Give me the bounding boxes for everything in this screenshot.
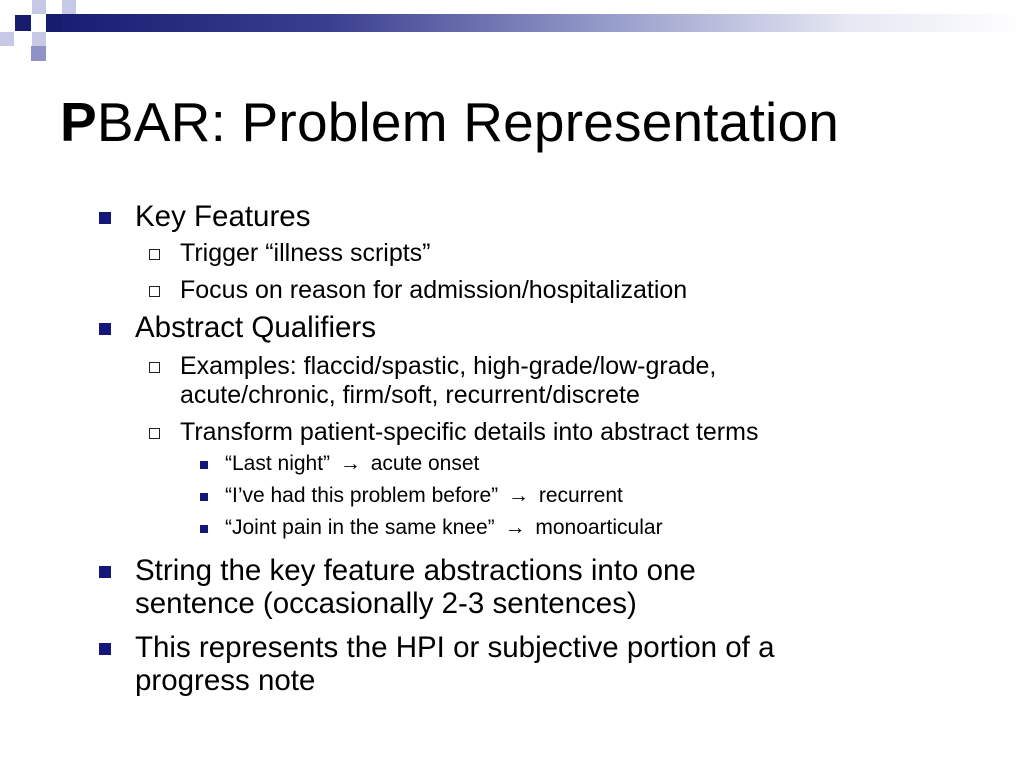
title-rest: BAR: Problem Representation [96,91,840,153]
small-square-bullet-icon [200,493,208,501]
square-bullet-icon [99,643,111,655]
bullet-text: Key Features [135,200,311,233]
small-square-bullet-icon [200,525,208,533]
title-first-letter: P [60,91,97,153]
example-quote: “Last night” [225,452,331,475]
example-joint-pain [0,514,1024,542]
square-bullet-icon [99,323,111,335]
bullet-text: This represents the HPI or subjective portion of a [135,631,775,664]
bullet-hpi [0,631,1024,697]
bullet-string-features [0,554,1024,620]
sub-bullet-trigger [0,239,1024,268]
hollow-square-bullet-icon [149,362,160,373]
square-bullet-icon [99,212,111,224]
header-gradient-bar [62,14,1024,32]
header-decoration [0,0,1024,62]
example-quote: “Joint pain in the same knee” [225,516,495,539]
arrow-right-icon: → [339,452,361,475]
arrow-right-icon: → [507,484,529,507]
sub-bullet-transform [0,418,1024,447]
bullet-text: Focus on reason for admission/hospitalization [180,276,688,304]
hollow-square-bullet-icon [149,428,160,439]
square-bullet-icon [99,566,111,578]
example-had-before [0,482,1024,510]
bullet-text: Abstract Qualifiers [135,311,376,344]
sub-bullet-focus [0,276,1024,305]
bullet-text: acute/chronic, firm/soft, recurrent/discrete [180,381,640,409]
bullet-abstract-qualifiers [0,311,1024,344]
decor-square [32,0,46,14]
decor-square [62,0,76,14]
bullet-list [0,196,1024,697]
decor-square [31,46,46,61]
hollow-square-bullet-icon [149,286,160,297]
slide-title [60,92,839,153]
example-quote: “I’ve had this problem before” [225,484,499,507]
bullet-text: String the key feature abstractions into one [135,554,696,587]
example-last-night [0,450,1024,478]
arrow-right-icon: → [504,516,526,539]
example-result: monoarticular [535,516,663,539]
example-result: recurrent [538,484,623,507]
bullet-text: Examples: flaccid/spastic, high-grade/low-grade, [180,352,717,380]
decor-square [46,14,62,32]
sub-bullet-examples [0,352,1024,410]
decor-square [0,32,14,46]
hollow-square-bullet-icon [149,249,160,260]
bullet-text: Trigger “illness scripts” [180,239,431,267]
decor-square [15,15,31,31]
decor-square [32,32,46,46]
bullet-text: sentence (occasionally 2-3 sentences) [135,587,637,620]
bullet-text: Transform patient-specific details into abstract terms [180,418,759,446]
bullet-key-features [0,200,1024,233]
bullet-text: progress note [135,664,316,697]
example-result: acute onset [370,452,480,475]
small-square-bullet-icon [200,461,208,469]
